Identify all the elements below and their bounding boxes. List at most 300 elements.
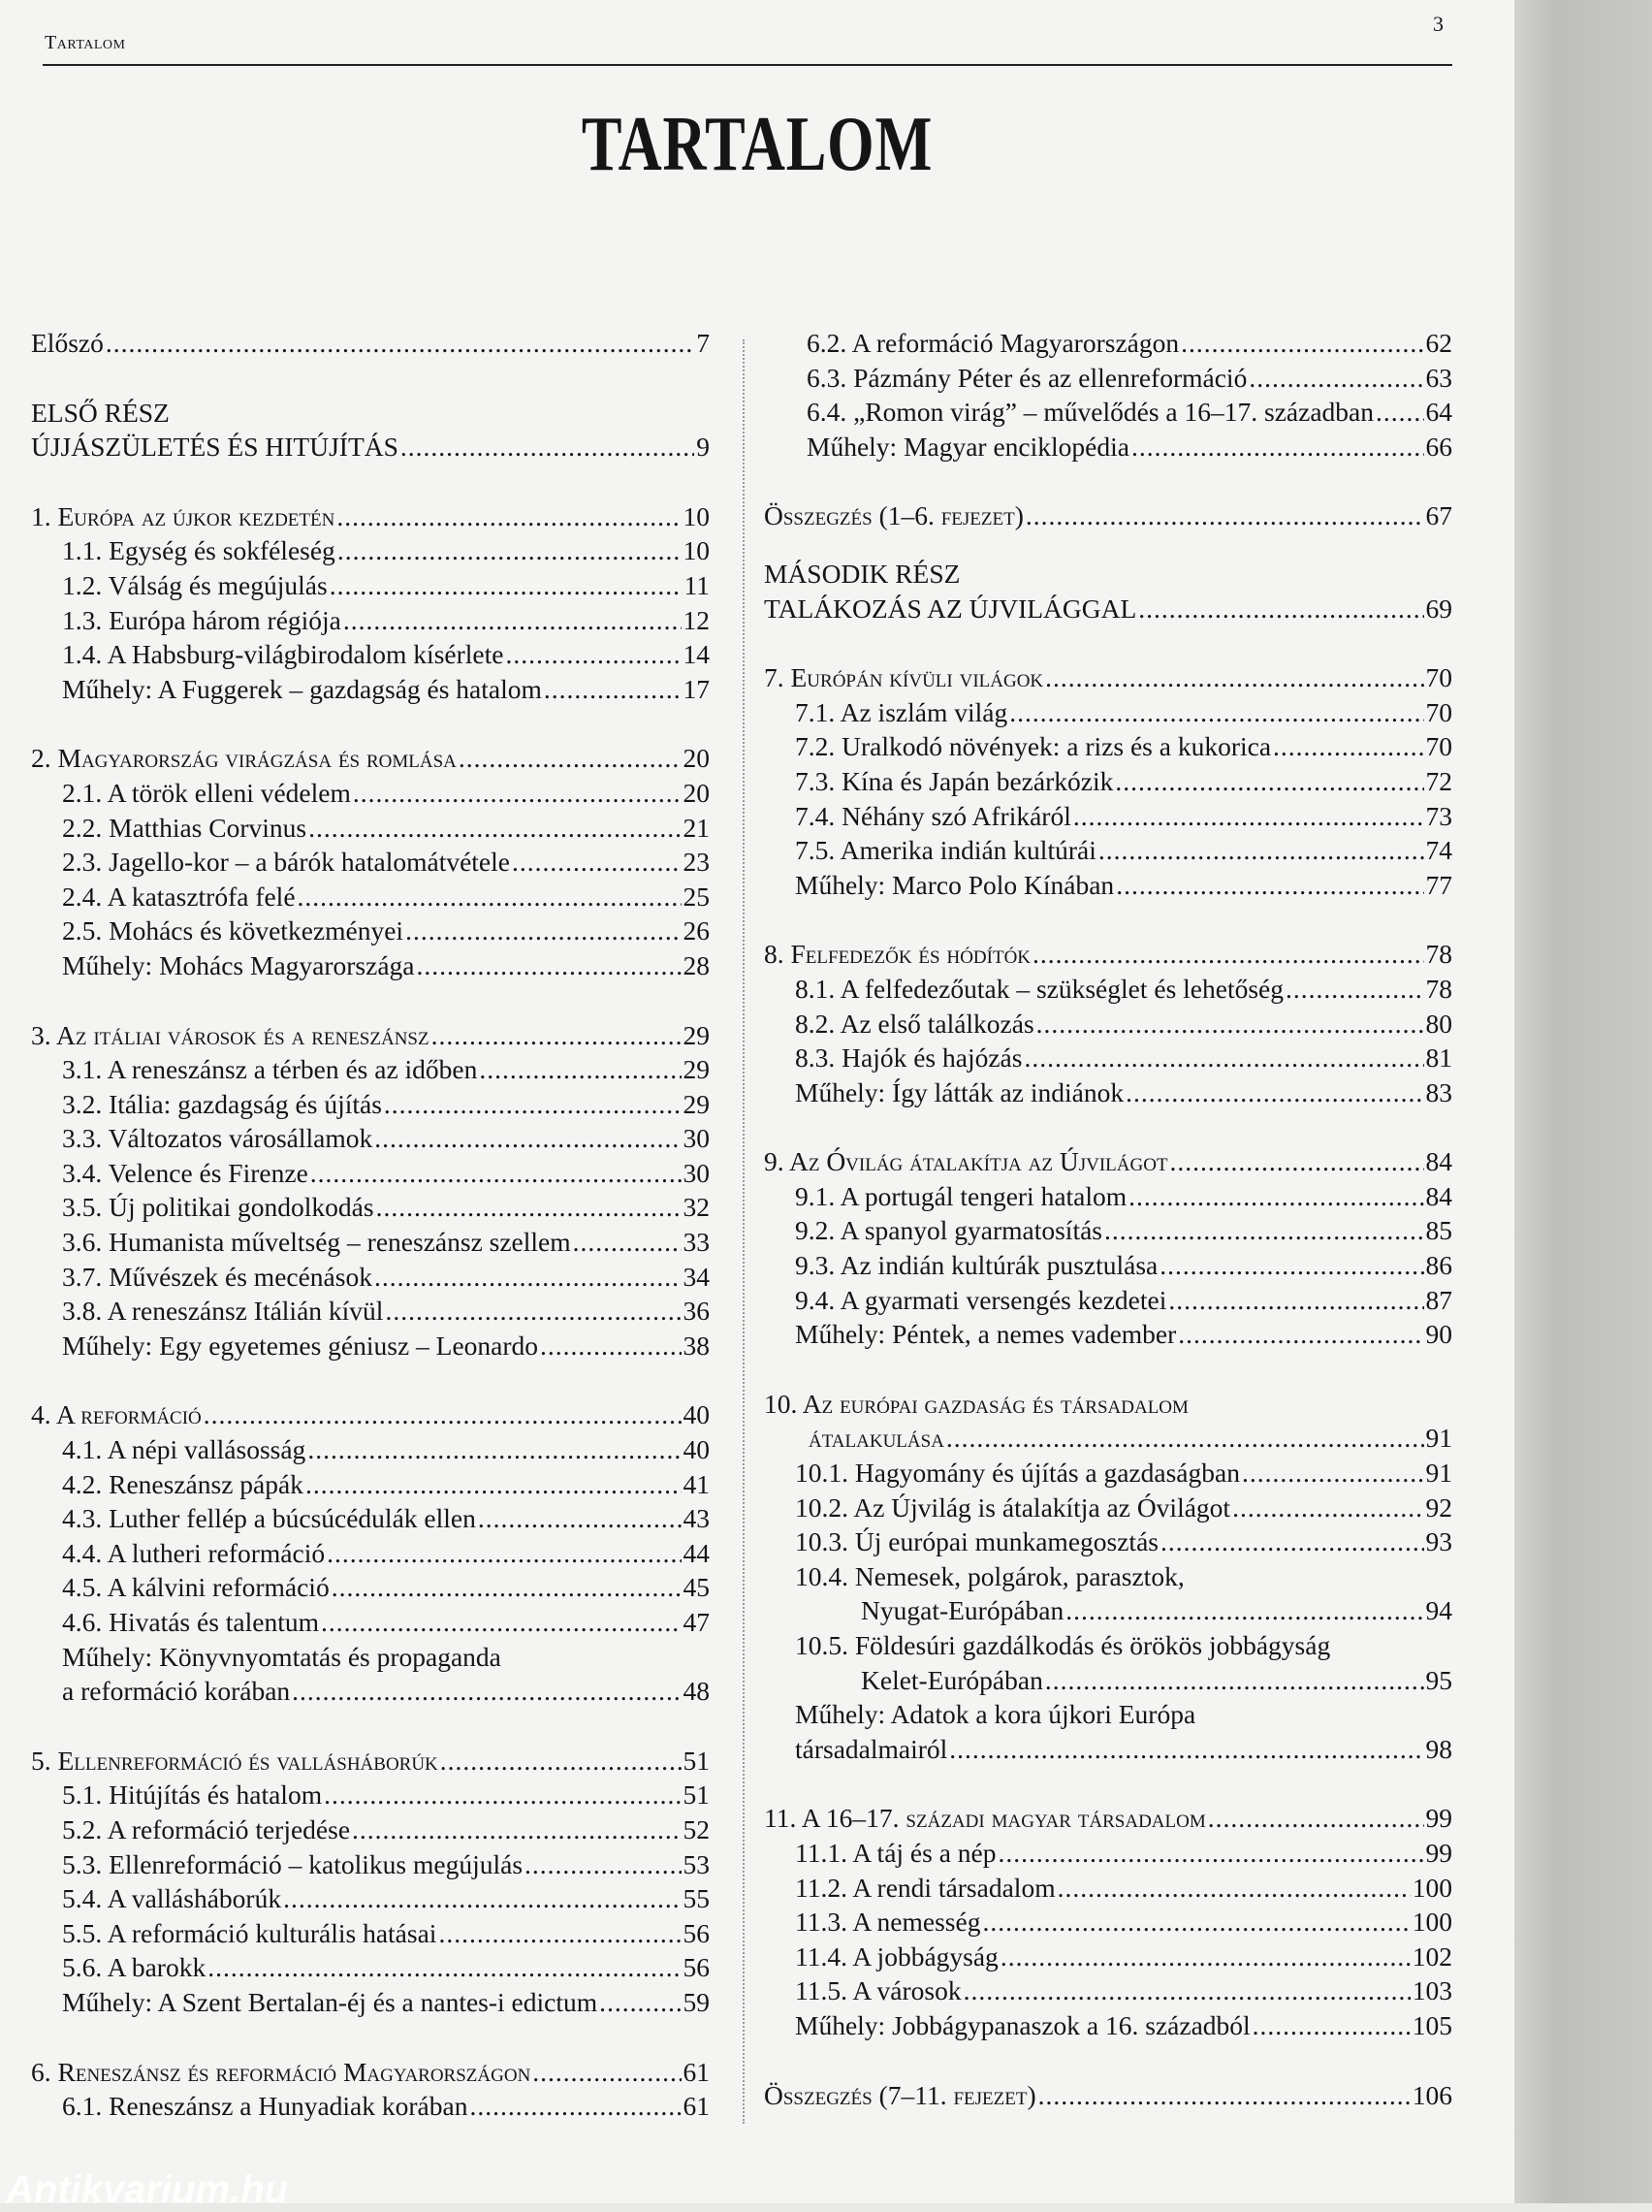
entry-label: 11.2. A rendi társadalom — [795, 1872, 1056, 1903]
toc-entry — [31, 1260, 710, 1295]
toc-entry — [764, 1179, 1452, 1214]
entry-page: 25 — [683, 881, 710, 912]
entry-page: 38 — [683, 1330, 710, 1361]
toc-entry-workshop-line: Műhely: Adatok a kora újkori Európa — [795, 1699, 1196, 1730]
leader-dots — [336, 499, 681, 534]
entry-page: 63 — [1425, 362, 1452, 393]
entry-label: 5.1. Hitújítás és hatalom — [62, 1779, 323, 1811]
leader-dots — [459, 741, 682, 776]
entry-page: 26 — [683, 915, 710, 946]
entry-label: 1.2. Válság és megújulás — [62, 569, 328, 600]
toc-entry — [764, 1524, 1452, 1559]
leader-dots — [307, 1432, 681, 1467]
entry-page: 61 — [683, 2091, 710, 2122]
entry-label: 11.3. A nemesség — [795, 1907, 981, 1938]
entry-label: Műhely: Marco Polo Kínában — [795, 869, 1115, 900]
entry-label: 6.2. A reformáció Magyarországon — [807, 328, 1180, 358]
entry-page: 48 — [683, 1676, 710, 1707]
leader-dots — [384, 1087, 682, 1122]
entry-label: 7.5. Amerika indián kultúrái — [795, 835, 1096, 866]
entry-page: 84 — [1425, 1146, 1452, 1177]
chapter-entry — [31, 1397, 710, 1432]
leader-dots — [478, 1501, 682, 1536]
entry-page: 14 — [683, 639, 710, 670]
entry-label: 8. Felfedezők és hódítók — [764, 939, 1032, 970]
entry-page: 72 — [1425, 765, 1452, 796]
entry-page: 70 — [1425, 696, 1452, 727]
entry-page: 93 — [1425, 1526, 1452, 1557]
entry-label: 3.3. Változatos városállamok — [62, 1123, 373, 1154]
entry-page: 9 — [696, 432, 710, 463]
leader-dots — [440, 1744, 682, 1779]
entry-page: 40 — [683, 1434, 710, 1465]
leader-dots — [1131, 430, 1424, 465]
entry-label: 4.1. A népi vallásosság — [62, 1434, 306, 1465]
entry-page: 40 — [683, 1399, 710, 1430]
entry-page: 69 — [1425, 593, 1452, 624]
leader-dots — [400, 430, 694, 465]
entry-page: 81 — [1425, 1042, 1452, 1074]
part-heading: ELSŐ RÉSZ — [31, 397, 170, 428]
entry-page: 102 — [1412, 1940, 1452, 1972]
toc-entry — [764, 1456, 1452, 1491]
entry-label: 1.1. Egység és sokféleség — [62, 535, 335, 566]
page-title: TARTALOM — [581, 102, 934, 187]
entry-page: 77 — [1425, 869, 1452, 900]
entry-page: 12 — [683, 604, 710, 635]
toc-entry — [31, 603, 710, 638]
entry-page: 87 — [1425, 1284, 1452, 1315]
entry-page: 98 — [1425, 1733, 1452, 1764]
toc-entry — [764, 1836, 1452, 1871]
entry-label: 3.5. Új politikai gondolkodás — [62, 1192, 374, 1223]
entry-label: 4.3. Luther fellép a búcsúcédulák ellen — [62, 1503, 476, 1534]
toc-entry — [764, 1940, 1452, 1974]
entry-page: 36 — [683, 1296, 710, 1327]
toc-entry — [31, 1467, 710, 1502]
leader-dots — [1104, 1213, 1424, 1248]
toc-entry-workshop — [764, 2008, 1452, 2043]
toc-entry — [764, 1213, 1452, 1248]
entry-page: 10 — [683, 500, 710, 531]
leader-dots — [1045, 660, 1423, 695]
chapter-entry — [764, 1801, 1452, 1836]
toc-entry — [764, 764, 1452, 799]
leader-dots — [405, 914, 681, 948]
entry-page: 78 — [1425, 973, 1452, 1004]
entry-page: 10 — [683, 535, 710, 566]
toc-entry — [31, 1881, 710, 1916]
entry-label: 10.3. Új európai munkamegosztás — [795, 1526, 1159, 1557]
entry-page: 91 — [1425, 1423, 1452, 1454]
entry-label: 2.5. Mohács és következményei — [62, 915, 404, 946]
entry-page: 74 — [1425, 835, 1452, 866]
entry-label: Műhely: A Fuggerek – gazdagság és hatalom — [62, 673, 542, 704]
chapter-entry — [764, 660, 1452, 695]
chapter-entry — [764, 1421, 1452, 1456]
page-number: 3 — [1433, 12, 1444, 36]
leader-dots — [469, 2089, 681, 2124]
leader-dots — [1273, 729, 1423, 764]
entry-page: 62 — [1425, 328, 1452, 358]
entry-label: 7.3. Kína és Japán bezárkózik — [795, 765, 1114, 796]
leader-dots — [1160, 1248, 1423, 1283]
entry-label: 2.1. A török elleni védelem — [62, 777, 351, 808]
entry-page: 20 — [683, 743, 710, 774]
toc-right-column — [764, 326, 1452, 2112]
chapter-entry — [31, 1018, 710, 1053]
leader-dots — [292, 1674, 681, 1709]
entry-label: TALÁKOZÁS AZ ÚJVILÁGGAL — [764, 593, 1137, 624]
toc-entry — [764, 1041, 1452, 1075]
entry-page: 29 — [683, 1088, 710, 1119]
entry-page: 34 — [683, 1261, 710, 1292]
entry-label: 3.7. Művészek és mecénások — [62, 1261, 372, 1292]
toc-entry — [31, 1847, 710, 1882]
entry-label: 3.1. A reneszánsz a térben és az időben — [62, 1054, 478, 1085]
toc-entry — [764, 1593, 1452, 1628]
leader-dots — [479, 1052, 681, 1087]
entry-page: 11 — [683, 569, 710, 600]
entry-label: Műhely: Magyar enciklopédia — [807, 431, 1129, 462]
toc-entry-workshop — [31, 672, 710, 707]
entry-label: 9.2. A spanyol gyarmatosítás — [795, 1215, 1102, 1246]
leader-dots — [330, 568, 683, 603]
entry-label: 1.3. Európa három régiója — [62, 604, 341, 635]
leader-dots — [310, 1156, 682, 1191]
leader-dots — [964, 1973, 1411, 2008]
entry-page: 20 — [683, 777, 710, 808]
entry-page: 7 — [696, 328, 710, 358]
leader-dots — [204, 1397, 682, 1432]
toc-entry — [31, 1156, 710, 1191]
toc-entry-workshop — [764, 1317, 1452, 1352]
entry-page: 94 — [1425, 1595, 1452, 1626]
entry-page: 103 — [1412, 1975, 1452, 2006]
entry-label: 2.4. A katasztrófa felé — [62, 881, 296, 912]
entry-page: 86 — [1425, 1250, 1452, 1281]
entry-label: átalakulása — [809, 1423, 944, 1454]
entry-label: Összegzés (1–6. fejezet) — [764, 500, 1024, 531]
entry-label: 11. A 16–17. századi magyar társadalom — [764, 1803, 1206, 1834]
entry-page: 90 — [1425, 1319, 1452, 1350]
entry-label: 8.3. Hajók és hajózás — [795, 1042, 1023, 1074]
leader-dots — [1045, 1663, 1424, 1698]
entry-label: 9. Az Óvilág átalakítja az Újvilágot — [764, 1146, 1168, 1177]
leader-dots — [573, 1225, 682, 1260]
entry-label: 9.4. A gyarmati versengés kezdetei — [795, 1284, 1167, 1315]
entry-label: 5.2. A reformáció terjedése — [62, 1813, 351, 1844]
leader-dots — [1160, 1524, 1424, 1559]
entry-label: Műhely: Egy egyetemes géniusz – Leonardo — [62, 1330, 539, 1361]
leader-dots — [544, 672, 682, 707]
leader-dots — [376, 1190, 682, 1225]
leader-dots — [982, 1905, 1410, 1940]
toc-entry — [764, 1283, 1452, 1318]
leader-dots — [106, 326, 694, 361]
entry-page: 59 — [683, 1986, 710, 2017]
toc-entry — [764, 1871, 1452, 1906]
entry-label: 7.1. Az iszlám világ — [795, 696, 1008, 727]
entry-label: 6.3. Pázmány Péter és az ellenreformáció — [807, 362, 1248, 393]
leader-dots — [1115, 764, 1423, 799]
entry-label: 6.4. „Romon virág” – művelődés a 16–17. században — [807, 397, 1374, 428]
running-head: Tartalom — [45, 32, 126, 53]
entry-page: 41 — [683, 1468, 710, 1499]
toc-entry — [31, 776, 710, 811]
leader-dots — [1128, 1179, 1423, 1214]
entry-page: 78 — [1425, 939, 1452, 970]
entry-label: ÚJJÁSZÜLETÉS ÉS HITÚJÍTÁS — [31, 432, 398, 463]
entry-label: Műhely: Így látták az indiánok — [795, 1076, 1125, 1107]
entry-page: 100 — [1412, 1907, 1452, 1938]
toc-entry — [764, 395, 1452, 430]
entry-label: 2. Magyarország virágzása és romlása — [31, 743, 457, 774]
leader-dots — [374, 1260, 682, 1295]
toc-entry — [764, 972, 1452, 1007]
leader-dots — [298, 880, 682, 914]
entry-page: 66 — [1425, 431, 1452, 462]
leader-dots — [1036, 1007, 1424, 1042]
toc-entry-workshop — [31, 1674, 710, 1709]
leader-dots — [1001, 1940, 1411, 1974]
entry-label: 3.2. Itália: gazdagság és újítás — [62, 1088, 382, 1119]
entry-label: 5.6. A barokk — [62, 1952, 206, 1983]
entry-label: 6.1. Reneszánsz a Hunyadiak korában — [62, 2091, 468, 2122]
entry-label: 11.4. A jobbágyság — [795, 1940, 999, 1972]
entry-label: Előszó — [31, 328, 104, 358]
entry-label: 8.2. Az első találkozás — [795, 1008, 1034, 1039]
entry-page: 56 — [683, 1952, 710, 1983]
leader-dots — [999, 1836, 1424, 1871]
leader-dots — [524, 1847, 681, 1882]
leader-dots — [1058, 1871, 1411, 1906]
entry-label: 2.3. Jagello-kor – a bárók hatalomátvétele — [62, 847, 510, 878]
toc-entry — [31, 1087, 710, 1122]
entry-label: 11.5. A városok — [795, 1975, 962, 2006]
leader-dots — [1073, 799, 1424, 834]
leader-dots — [1232, 1491, 1423, 1525]
entry-page: 43 — [683, 1503, 710, 1534]
entry-page: 80 — [1425, 1008, 1452, 1039]
toc-entry-workshop-line: Műhely: Könyvnyomtatás és propaganda — [62, 1641, 501, 1672]
entry-page: 44 — [683, 1537, 710, 1568]
chapter-entry — [764, 937, 1452, 972]
entry-page: 70 — [1425, 662, 1452, 693]
entry-label: 10.2. Az Újvilág is átalakítja az Óvilágot — [795, 1491, 1231, 1523]
entry-page: 55 — [683, 1883, 710, 1914]
toc-entry — [31, 845, 710, 880]
leader-dots — [512, 845, 682, 880]
entry-page: 23 — [683, 847, 710, 878]
leader-dots — [1009, 695, 1423, 730]
toc-entry-workshop — [764, 1732, 1452, 1767]
leader-dots — [1026, 498, 1424, 533]
toc-entry — [31, 1950, 710, 1985]
entry-page: 33 — [683, 1227, 710, 1258]
entry-page: 56 — [683, 1917, 710, 1948]
entry-label: 3.8. A reneszánsz Itálián kívül — [62, 1296, 384, 1327]
toc-entry — [764, 1973, 1452, 2008]
entry-label: 1.4. A Habsburg-világbirodalom kísérlete — [62, 639, 504, 670]
entry-page: 52 — [683, 1813, 710, 1844]
leader-dots — [283, 1881, 681, 1916]
watermark: Antikvarium.hu — [6, 2168, 289, 2211]
leader-dots — [327, 1536, 681, 1571]
part-title-entry — [31, 430, 710, 465]
toc-entry — [31, 1916, 710, 1951]
toc-entry — [31, 1501, 710, 1536]
leader-dots — [599, 1985, 681, 2020]
entry-page: 99 — [1425, 1837, 1452, 1868]
entry-label: a reformáció korában — [62, 1676, 291, 1707]
entry-page: 32 — [683, 1192, 710, 1223]
entry-label: 5.5. A reformáció kulturális hatásai — [62, 1917, 437, 1948]
entry-label: Műhely: A Szent Bertalan-éj és a nantes-i edictum — [62, 1986, 598, 2017]
leader-dots — [438, 1916, 681, 1951]
toc-entry-line: 10.4. Nemesek, polgárok, parasztok, — [795, 1560, 1185, 1591]
toc-entry — [31, 811, 710, 846]
chapter-title-line: 10. Az európai gazdaság és társadalom — [764, 1388, 1189, 1419]
toc-entry — [764, 361, 1452, 396]
toc-entry — [31, 533, 710, 568]
leader-dots — [417, 948, 682, 983]
toc-entry-workshop — [764, 430, 1452, 465]
entry-page: 106 — [1412, 2079, 1452, 2110]
leader-dots — [1178, 1317, 1423, 1352]
toc-entry — [31, 1432, 710, 1467]
leader-dots — [1253, 2008, 1411, 2043]
leader-dots — [343, 603, 682, 638]
column-divider — [743, 339, 745, 2124]
leader-dots — [308, 811, 681, 846]
entry-page: 100 — [1412, 1872, 1452, 1903]
toc-entry — [31, 1052, 710, 1087]
toc-entry-foreword — [31, 326, 710, 361]
entry-label: 3.6. Humanista műveltség – reneszánsz szellem — [62, 1227, 571, 1258]
toc-entry — [764, 695, 1452, 730]
entry-label: 1. Európa az újkor kezdetén — [31, 500, 335, 531]
leader-dots — [305, 1467, 682, 1502]
entry-label: 10.1. Hagyomány és újítás a gazdaságban — [795, 1458, 1240, 1489]
entry-page: 17 — [683, 673, 710, 704]
entry-page: 64 — [1425, 397, 1452, 428]
chapter-entry — [31, 741, 710, 776]
leader-dots — [1098, 833, 1424, 868]
toc-entry — [764, 833, 1452, 868]
toc-entry-workshop — [764, 868, 1452, 903]
leader-dots — [324, 1778, 681, 1812]
toc-entry — [31, 1536, 710, 1571]
leader-dots — [374, 1121, 681, 1156]
toc-entry — [764, 1248, 1452, 1283]
entry-label: 4. A reformáció — [31, 1399, 202, 1430]
entry-page: 70 — [1425, 731, 1452, 762]
entry-label: 11.1. A táj és a nép — [795, 1837, 997, 1868]
entry-label: 4.5. A kálvini reformáció — [62, 1572, 330, 1603]
entry-label: 4.6. Hivatás és talentum — [62, 1607, 320, 1637]
entry-page: 51 — [683, 1779, 710, 1811]
leader-dots — [385, 1294, 681, 1329]
toc-entry — [31, 637, 710, 672]
entry-page: 53 — [683, 1848, 710, 1879]
toc-entry-workshop — [31, 1329, 710, 1363]
entry-page: 95 — [1425, 1664, 1452, 1695]
entry-page: 67 — [1425, 500, 1452, 531]
entry-label: 8.1. A felfedezőutak – szükséglet és lehetőség — [795, 973, 1285, 1004]
entry-page: 30 — [683, 1123, 710, 1154]
entry-label: Nyugat-Európában — [861, 1595, 1064, 1626]
entry-page: 29 — [683, 1054, 710, 1085]
chapter-entry — [31, 499, 710, 534]
leader-dots — [1249, 361, 1423, 396]
toc-entry — [764, 799, 1452, 834]
toc-entry — [31, 914, 710, 948]
entry-label: 7. Európán kívüli világok — [764, 662, 1044, 693]
entry-page: 30 — [683, 1157, 710, 1188]
toc-entry — [764, 729, 1452, 764]
toc-entry — [31, 568, 710, 603]
toc-entry — [31, 1570, 710, 1605]
entry-page: 85 — [1425, 1215, 1452, 1246]
entry-label: 5.3. Ellenreformáció – katolikus megújulás — [62, 1848, 524, 1879]
leader-dots — [332, 1570, 682, 1605]
leader-dots — [1065, 1593, 1423, 1628]
leader-dots — [949, 1732, 1423, 1767]
entry-label: 7.4. Néhány szó Afrikáról — [795, 800, 1071, 831]
entry-label: 9.1. A portugál tengeri hatalom — [795, 1180, 1128, 1211]
toc-entry — [764, 1491, 1452, 1525]
leader-dots — [1038, 2078, 1411, 2113]
toc-entry — [31, 2089, 710, 2124]
entry-label: 5. Ellenreformáció és vallásháborúk — [31, 1745, 438, 1776]
header-rule — [43, 64, 1452, 66]
entry-page: 83 — [1425, 1076, 1452, 1107]
leader-dots — [1126, 1075, 1423, 1110]
leader-dots — [1286, 972, 1423, 1007]
leader-dots — [207, 1950, 681, 1985]
entry-page: 45 — [683, 1572, 710, 1603]
chapter-entry — [31, 2055, 710, 2090]
toc-entry-workshop — [31, 1985, 710, 2020]
leader-dots — [431, 1018, 682, 1053]
entry-label: 6. Reneszánsz és reformáció Magyarországon — [31, 2056, 531, 2087]
toc-entry-workshop — [764, 1075, 1452, 1110]
entry-page: 47 — [683, 1607, 710, 1637]
leader-dots — [1242, 1456, 1424, 1491]
leader-dots — [1208, 1801, 1424, 1836]
toc-entry — [31, 1225, 710, 1260]
leader-dots — [505, 637, 681, 672]
chapter-entry — [31, 1744, 710, 1779]
leader-dots — [321, 1605, 681, 1640]
toc-entry — [31, 1812, 710, 1847]
leader-dots — [1170, 1144, 1424, 1179]
entry-label: Műhely: Mohács Magyarországa — [62, 949, 415, 980]
entry-page: 51 — [683, 1745, 710, 1776]
leader-dots — [1116, 868, 1423, 903]
part-heading: MÁSODIK RÉSZ — [764, 558, 961, 589]
entry-page: 92 — [1425, 1491, 1452, 1523]
leader-dots — [1181, 326, 1423, 361]
entry-label: Műhely: Jobbágypanaszok a 16. századból — [795, 2009, 1251, 2040]
entry-page: 73 — [1425, 800, 1452, 831]
toc-left-column — [31, 326, 710, 2124]
entry-label: 7.2. Uralkodó növények: a rizs és a kukorica — [795, 731, 1272, 762]
leader-dots — [532, 2055, 681, 2090]
entry-page: 21 — [683, 812, 710, 843]
leader-dots — [1138, 592, 1423, 626]
